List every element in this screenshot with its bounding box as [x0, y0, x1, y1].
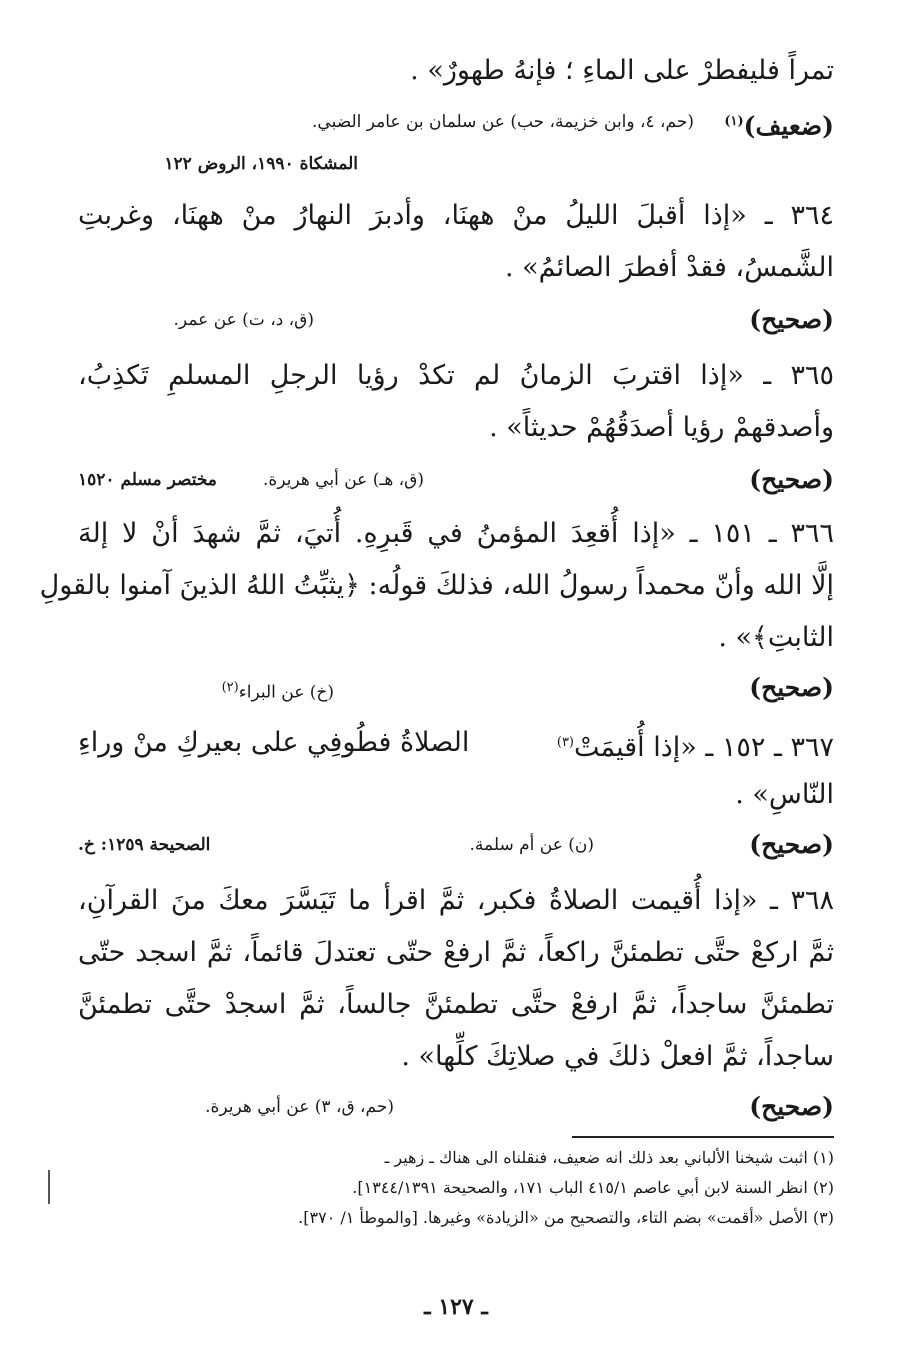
reference-note: الصحيحة ١٢٥٩: خ.	[78, 835, 211, 855]
reference-note: المشكاة ١٩٩٠، الروض ١٢٢	[164, 154, 358, 174]
hadith-368-line-4: ساجداً، ثمَّ افعلْ ذلكَ في صلاتِكَ كلِّها» .	[401, 1041, 834, 1072]
hadith-368-line-3: تطمئنَّ ساجداً، ثمَّ ارفعْ حتَّى تطمئنَّ جالساً، ثمَّ اسجدْ حتَّى تطمئنَّ	[78, 989, 834, 1020]
page-number: ـ ١٢٧ ـ	[424, 1294, 488, 1320]
hadith-367-line-1	[78, 724, 834, 767]
footnote-2: (٢) انظر السنة لابن أبي عاصم ٤١٥/١ الباب ١٧١، والصحيحة ١٣٤٤/١٣٩١].	[352, 1178, 834, 1197]
hadith-367-grade-row	[78, 827, 834, 863]
source-citation: (ق، د، ت) عن عمر.	[173, 310, 314, 330]
reference-note: مختصر مسلم ١٥٢٠	[78, 470, 217, 490]
hadith-366-grade-row	[78, 670, 834, 706]
source-citation: (ق، هـ) عن أبي هريرة.	[263, 470, 424, 490]
grade-label: (صحيح)	[749, 1092, 834, 1121]
hadith-367-line-2: النّاسِ» .	[735, 779, 834, 810]
source-citation: (خ) عن البراء$^{(٢)}$	[221, 680, 334, 703]
hadith-364-grade-row	[78, 302, 834, 338]
carry-text-line: تمراً فليفطرْ على الماءِ ؛ فإنهُ طهورٌ» .	[410, 55, 834, 86]
footnote-marker: (٣)	[556, 735, 574, 750]
grade-label: (صحيح)	[749, 830, 834, 859]
grade-label: (صحيح)	[749, 465, 834, 494]
hadith-367-text-end: الصلاةُ فطُوفِي على بعيركِ منْ وراءِ	[78, 727, 470, 758]
grade-label: (صحيح)	[749, 305, 834, 334]
hadith-368-line-2: ثمَّ اركعْ حتَّى تطمئنَّ راكعاً، ثمَّ ارفعْ حتّى تعتدلَ قائماً، ثمَّ اسجد حتّى	[78, 937, 834, 968]
source-citation: (حم، ق، ٣) عن أبي هريرة.	[205, 1097, 394, 1117]
hadith-364-line-1: ٣٦٤ ـ «إذا أقبلَ الليلُ منْ ههنَا، وأدبرَ النهارُ منْ ههنَا، وغربتِ	[78, 200, 834, 231]
footnote-marker: (٢)	[221, 680, 239, 695]
footnote-3: (٣) الأصل «أقمت» بضم التاء، والتصحيح من «الزيادة» وغيرها. [والموطأ ١/ ٣٧٠].	[298, 1208, 834, 1227]
hadith-365-line-2: وأصدقهمْ رؤيا أصدَقُهُمْ حديثاً» .	[489, 412, 834, 443]
hadith-366-line-1: ٣٦٦ ـ ١٥١ ـ «إذا أُقعِدَ المؤمنُ في قَبرِهِ. أُتيَ، ثمَّ شهدَ أنْ لا إلهَ	[78, 518, 835, 549]
hadith-367-text-start: ٣٦٧ ـ ١٥٢ ـ «إذا أُقيمَتْ$^{(٣)}$	[556, 732, 834, 763]
source-citation: (ن) عن أم سلمة.	[469, 835, 594, 855]
footnote-marker: (١)	[724, 114, 744, 129]
footnote-1: (١) اثبت شيخنا الألباني بعد ذلك انه ضعيف، فنقلناه الى هناك ـ زهير ـ	[384, 1148, 834, 1167]
hadith-368-line-1: ٣٦٨ ـ «إذا أُقيمت الصلاةُ فكبر، ثمَّ اقرأ ما تَيَسَّرَ معكَ منَ القرآنِ،	[78, 885, 834, 916]
hadith-364-line-2: الشَّمسُ، فقدْ أفطرَ الصائمُ» .	[504, 252, 834, 283]
carry-grade-row	[78, 104, 834, 140]
hadith-368-grade-row	[78, 1089, 834, 1125]
source-citation: (حم، ٤، وابن خزيمة، حب) عن سلمان بن عامر الضبي.	[312, 112, 694, 132]
hadith-366-line-2: إلَّا الله وأنّ محمداً رسولُ الله، فذلكَ قولُه: ﴿يثبِّتُ اللهُ الذينَ آمنوا بالقولِ	[39, 570, 834, 601]
hadith-365-grade-row	[78, 462, 834, 498]
book-page	[39, 52, 835, 1342]
grade-label: (صحيح)	[749, 673, 834, 702]
hadith-366-line-3: الثابتِ﴾» .	[718, 622, 834, 653]
margin-mark	[48, 1170, 50, 1204]
footnote-separator	[572, 1136, 834, 1138]
grade-label: (ضعيف)$^{(١)}$	[724, 111, 834, 141]
hadith-365-line-1: ٣٦٥ ـ «إذا اقتربَ الزمانُ لم تكدْ رؤيا الرجلِ المسلمِ تَكذِبُ،	[78, 360, 834, 391]
